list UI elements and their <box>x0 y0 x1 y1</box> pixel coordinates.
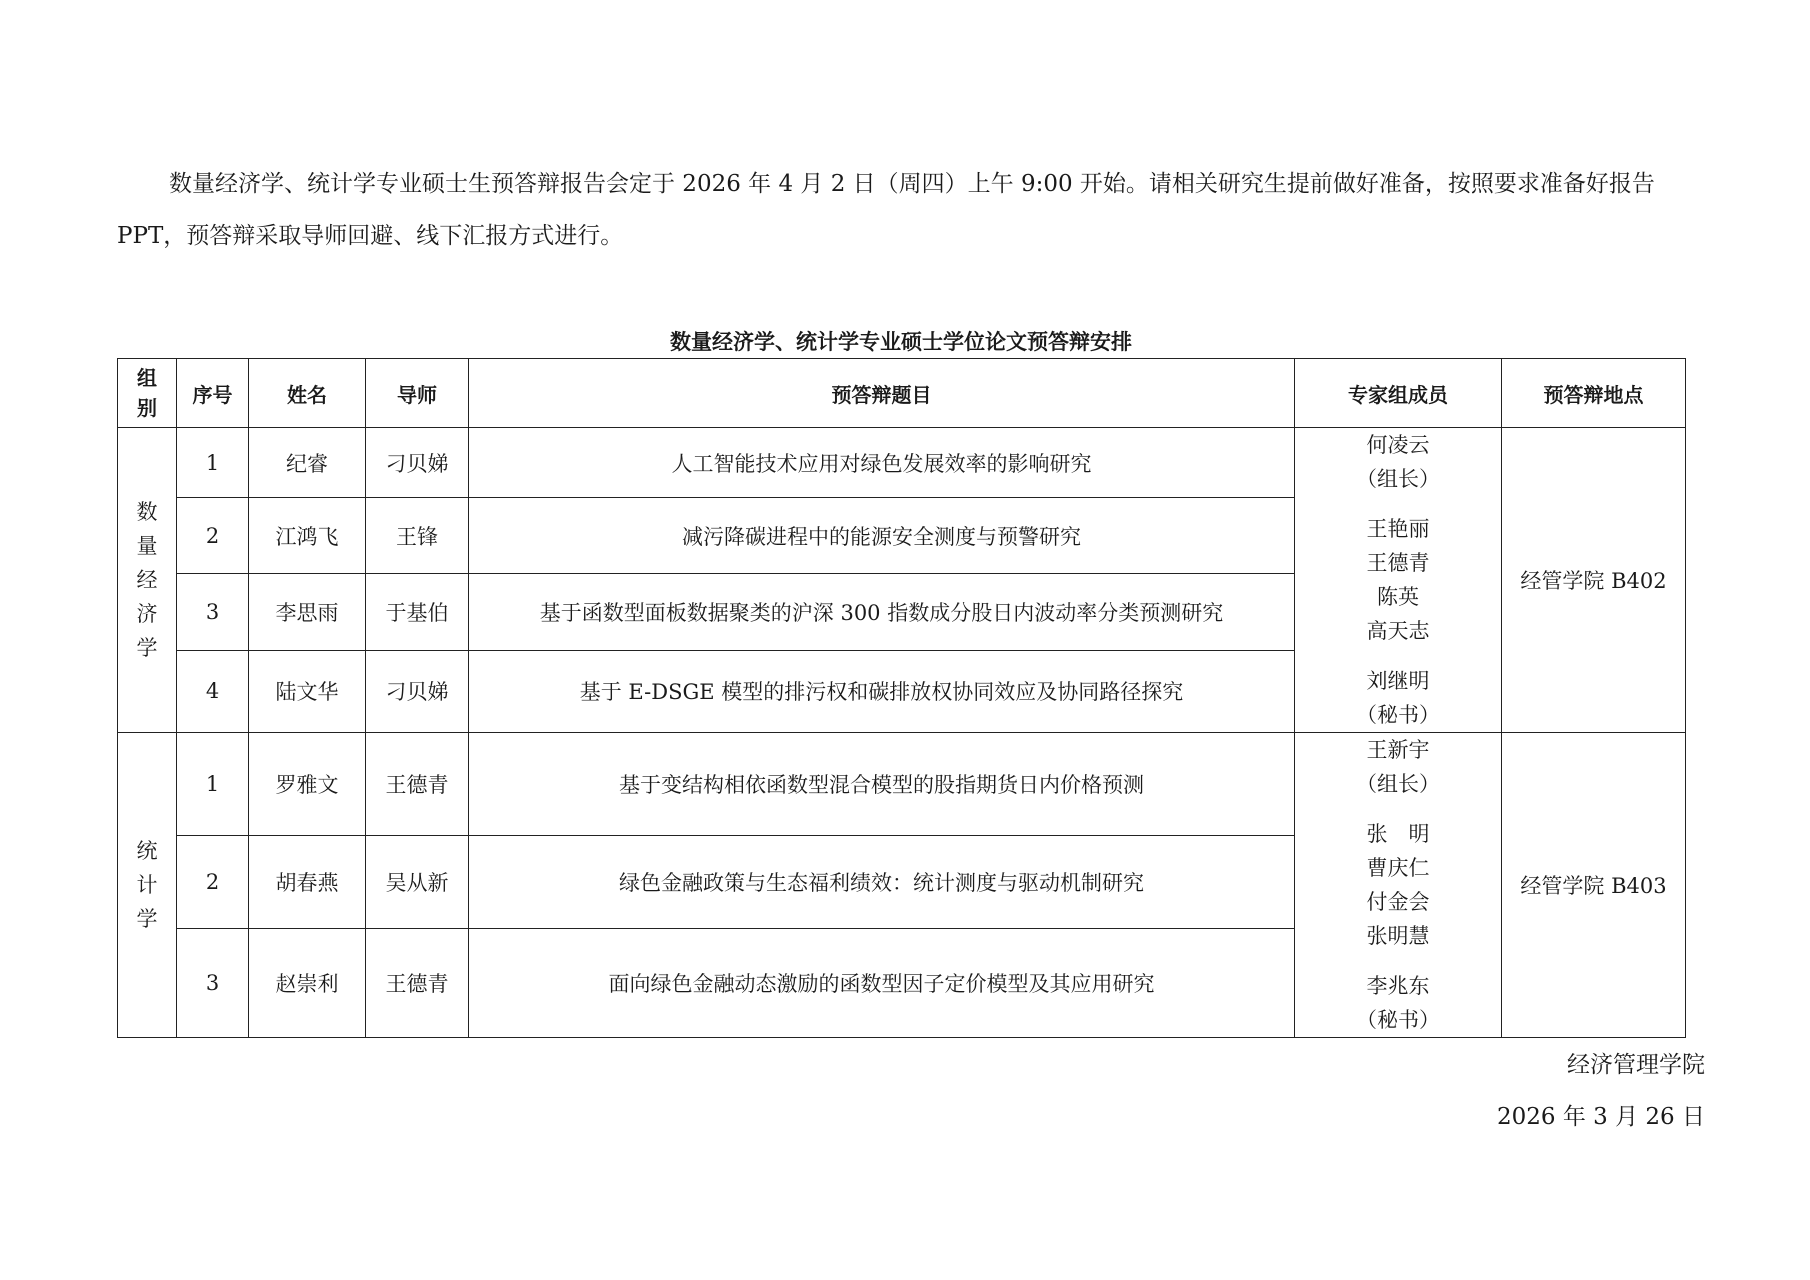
header-topic: 预答辩题目 <box>469 359 1295 428</box>
group-name-cell: 统计学 <box>118 733 177 1038</box>
header-experts: 专家组成员 <box>1295 359 1502 428</box>
seq-cell: 4 <box>177 650 249 732</box>
table-title: 数量经济学、统计学专业硕士学位论文预答辩安排 <box>670 330 1132 354</box>
location-cell: 经管学院 B403 <box>1502 733 1686 1038</box>
table-header-row <box>118 359 1686 428</box>
expert-member: 张 明 <box>1366 822 1430 846</box>
student-name-cell: 罗雅文 <box>249 733 366 836</box>
footer-date: 2026 年 3 月 26 日 <box>1497 1104 1705 1130</box>
expert-member: 曹庆仁 <box>1366 856 1430 880</box>
header-seq: 序号 <box>177 359 249 428</box>
location-cell: 经管学院 B402 <box>1502 428 1686 733</box>
advisor-cell: 王德青 <box>366 733 469 836</box>
footer-organization: 经济管理学院 <box>1567 1052 1705 1078</box>
topic-cell: 基于变结构相依函数型混合模型的股指期货日内价格预测 <box>469 733 1295 836</box>
student-name-cell: 胡春燕 <box>249 836 366 929</box>
advisor-cell: 王锋 <box>366 498 469 574</box>
expert-secretary-role: （秘书） <box>1356 703 1440 727</box>
advisor-cell: 王德青 <box>366 929 469 1038</box>
expert-secretary: 刘继明 <box>1366 669 1430 693</box>
header-location: 预答辩地点 <box>1502 359 1686 428</box>
topic-cell: 人工智能技术应用对绿色发展效率的影响研究 <box>469 428 1295 498</box>
expert-leader: 王新宇 <box>1366 738 1430 762</box>
topic-cell: 绿色金融政策与生态福利绩效：统计测度与驱动机制研究 <box>469 836 1295 929</box>
header-group: 组别 <box>118 359 177 428</box>
expert-member: 王德青 <box>1366 551 1430 575</box>
seq-cell: 2 <box>177 498 249 574</box>
expert-leader: 何凌云 <box>1366 433 1430 457</box>
table-row <box>118 733 1686 836</box>
schedule-table <box>117 358 1686 1038</box>
seq-cell: 1 <box>177 733 249 836</box>
advisor-cell: 于基伯 <box>366 574 469 650</box>
student-name-cell: 江鸿飞 <box>249 498 366 574</box>
topic-cell: 减污降碳进程中的能源安全测度与预警研究 <box>469 498 1295 574</box>
expert-leader-role: （组长） <box>1356 772 1440 796</box>
student-name-cell: 陆文华 <box>249 650 366 732</box>
intro-paragraph: 数量经济学、统计学专业硕士生预答辩报告会定于 2026 年 4 月 2 日（周四）上午 9:00 开始。请相关研究生提前做好准备，按照要求准备好报告 PPT，预答辩采取导师回避、线下汇报方式进行。 <box>117 171 1655 249</box>
seq-cell: 3 <box>177 929 249 1038</box>
seq-cell: 2 <box>177 836 249 929</box>
group-name-cell: 数量经济学 <box>118 428 177 733</box>
advisor-cell: 刁贝娣 <box>366 428 469 498</box>
seq-cell: 1 <box>177 428 249 498</box>
expert-member: 付金会 <box>1366 890 1430 914</box>
experts-cell <box>1295 733 1502 1038</box>
header-advisor: 导师 <box>366 359 469 428</box>
topic-cell: 面向绿色金融动态激励的函数型因子定价模型及其应用研究 <box>469 929 1295 1038</box>
expert-member: 王艳丽 <box>1366 517 1430 541</box>
expert-leader-role: （组长） <box>1356 467 1440 491</box>
student-name-cell: 纪睿 <box>249 428 366 498</box>
advisor-cell: 吴从新 <box>366 836 469 929</box>
header-name: 姓名 <box>249 359 366 428</box>
advisor-cell: 刁贝娣 <box>366 650 469 732</box>
topic-cell: 基于函数型面板数据聚类的沪深 300 指数成分股日内波动率分类预测研究 <box>469 574 1295 650</box>
experts-cell <box>1295 428 1502 733</box>
topic-cell: 基于 E-DSGE 模型的排污权和碳排放权协同效应及协同路径探究 <box>469 650 1295 732</box>
expert-member: 高天志 <box>1366 619 1430 643</box>
expert-member: 张明慧 <box>1366 924 1430 948</box>
table-row <box>118 428 1686 498</box>
seq-cell: 3 <box>177 574 249 650</box>
expert-member: 陈英 <box>1377 585 1419 609</box>
student-name-cell: 李思雨 <box>249 574 366 650</box>
expert-secretary-role: （秘书） <box>1356 1008 1440 1032</box>
expert-secretary: 李兆东 <box>1366 974 1430 998</box>
student-name-cell: 赵崇利 <box>249 929 366 1038</box>
